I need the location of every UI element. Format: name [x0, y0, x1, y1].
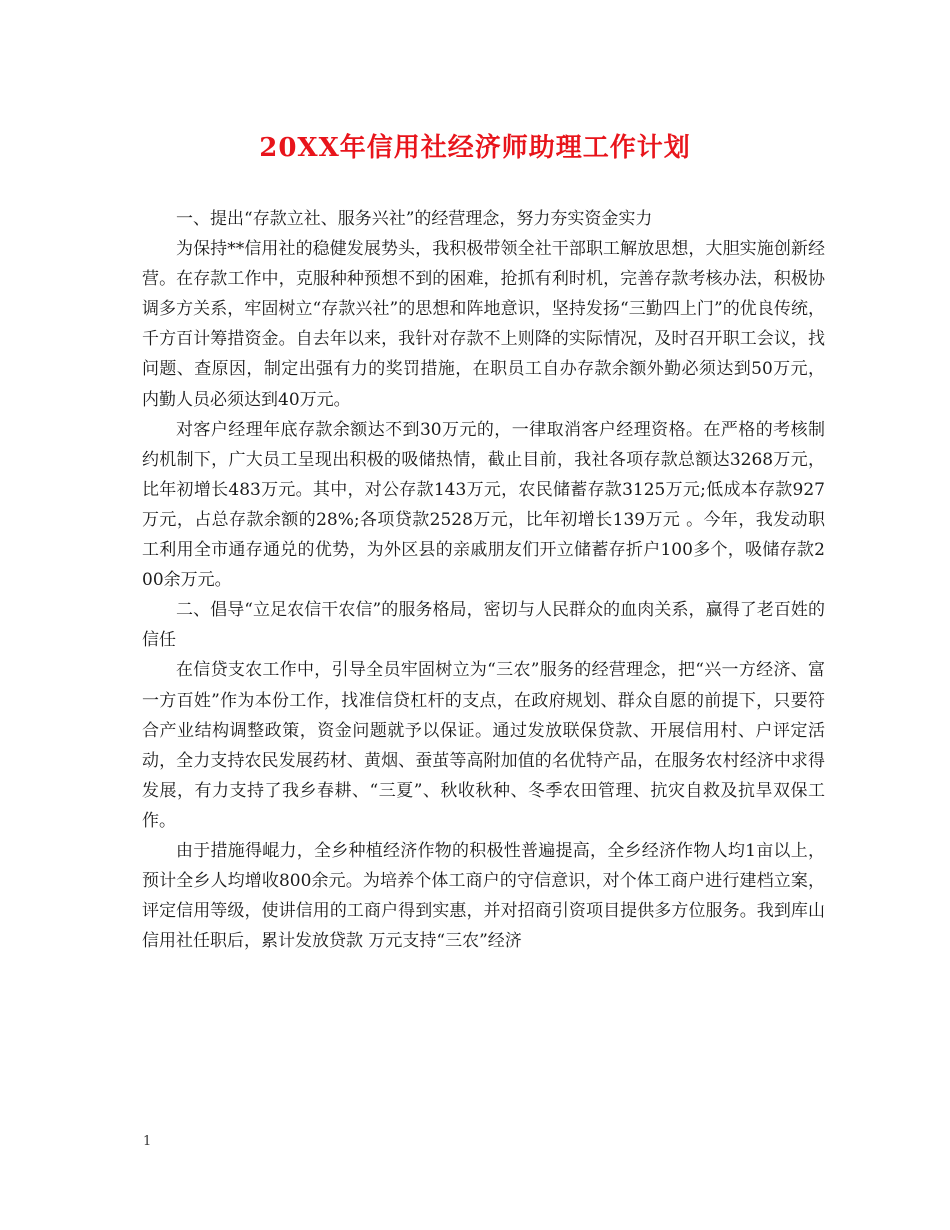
section-heading-2: 二、倡导“立足农信干农信”的服务格局，密切与人民群众的血肉关系，赢得了老百姓的信任: [142, 600, 825, 651]
section-heading-1: 一、提出“存款立社、服务兴社”的经营理念，努力夯实资金实力: [176, 209, 653, 229]
document-body: [142, 204, 825, 956]
paragraph: 对客户经理年底存款余额达不到30万元的，一律取消客户经理资格。在严格的考核制约机制下，广大员工呈现出积极的吸储热情，截止目前，我社各项存款总额达3268万元，比年初增长483万元。其中，对公存款143万元，农民储蓄存款3125万元;低成本存款927万元，占总存款余额的28%;各项贷款2528万元，比年初增长139万元 。今年，我发动职工利用全市通存通兑的优势，为外区县的亲戚朋友们开立储蓄存折户100多个，吸储存款200余万元。: [142, 419, 825, 591]
paragraph: 由于措施得崐力，全乡种植经济作物的积极性普遍提高，全乡经济作物人均1亩以上，预计全乡人均增收800余元。为培养个体工商户的守信意识，对个体工商户进行建档立案，评定信用等级，使讲信用的工商户得到实惠，并对招商引资项目提供多方位服务。我到库山信用社任职后，累计发放贷款 万元支持“三农”经济: [142, 840, 825, 952]
page-number: 1: [143, 1134, 152, 1149]
paragraph: 在信贷支农工作中，引导全员牢固树立为“三农”服务的经营理念，把“兴一方经济、富一方百姓”作为本份工作，找准信贷杠杆的支点，在政府规划、群众自愿的前提下，只要符合产业结构调整政策，资金问题就予以保证。通过发放联保贷款、开展信用村、户评定活动，全力支持农民发展药材、黄烟、蚕茧等高附加值的名优特产品，在服务农村经济中求得发展，有力支持了我乡春耕、“三夏”、秋收秋种、冬季农田管理、抗灾自救及抗旱双保工作。: [142, 660, 825, 831]
document-title: 20XX年信用社经济师助理工作计划: [259, 133, 691, 163]
paragraph: 为保持**信用社的稳健发展势头，我积极带领全社干部职工解放思想，大胆实施创新经营。在存款工作中，克服种种预想不到的困难，抢抓有利时机，完善存款考核办法，积极协调多方关系，牢固树立“存款兴社”的思想和阵地意识，坚持发扬“三勤四上门”的优良传统，千方百计筹措资金。自去年以来，我针对存款不上则降的实际情况，及时召开职工会议，找问题、查原因，制定出强有力的奖罚措施，在职员工自办存款余额外勤必须达到50万元，内勤人员必须达到40万元。: [142, 239, 825, 410]
